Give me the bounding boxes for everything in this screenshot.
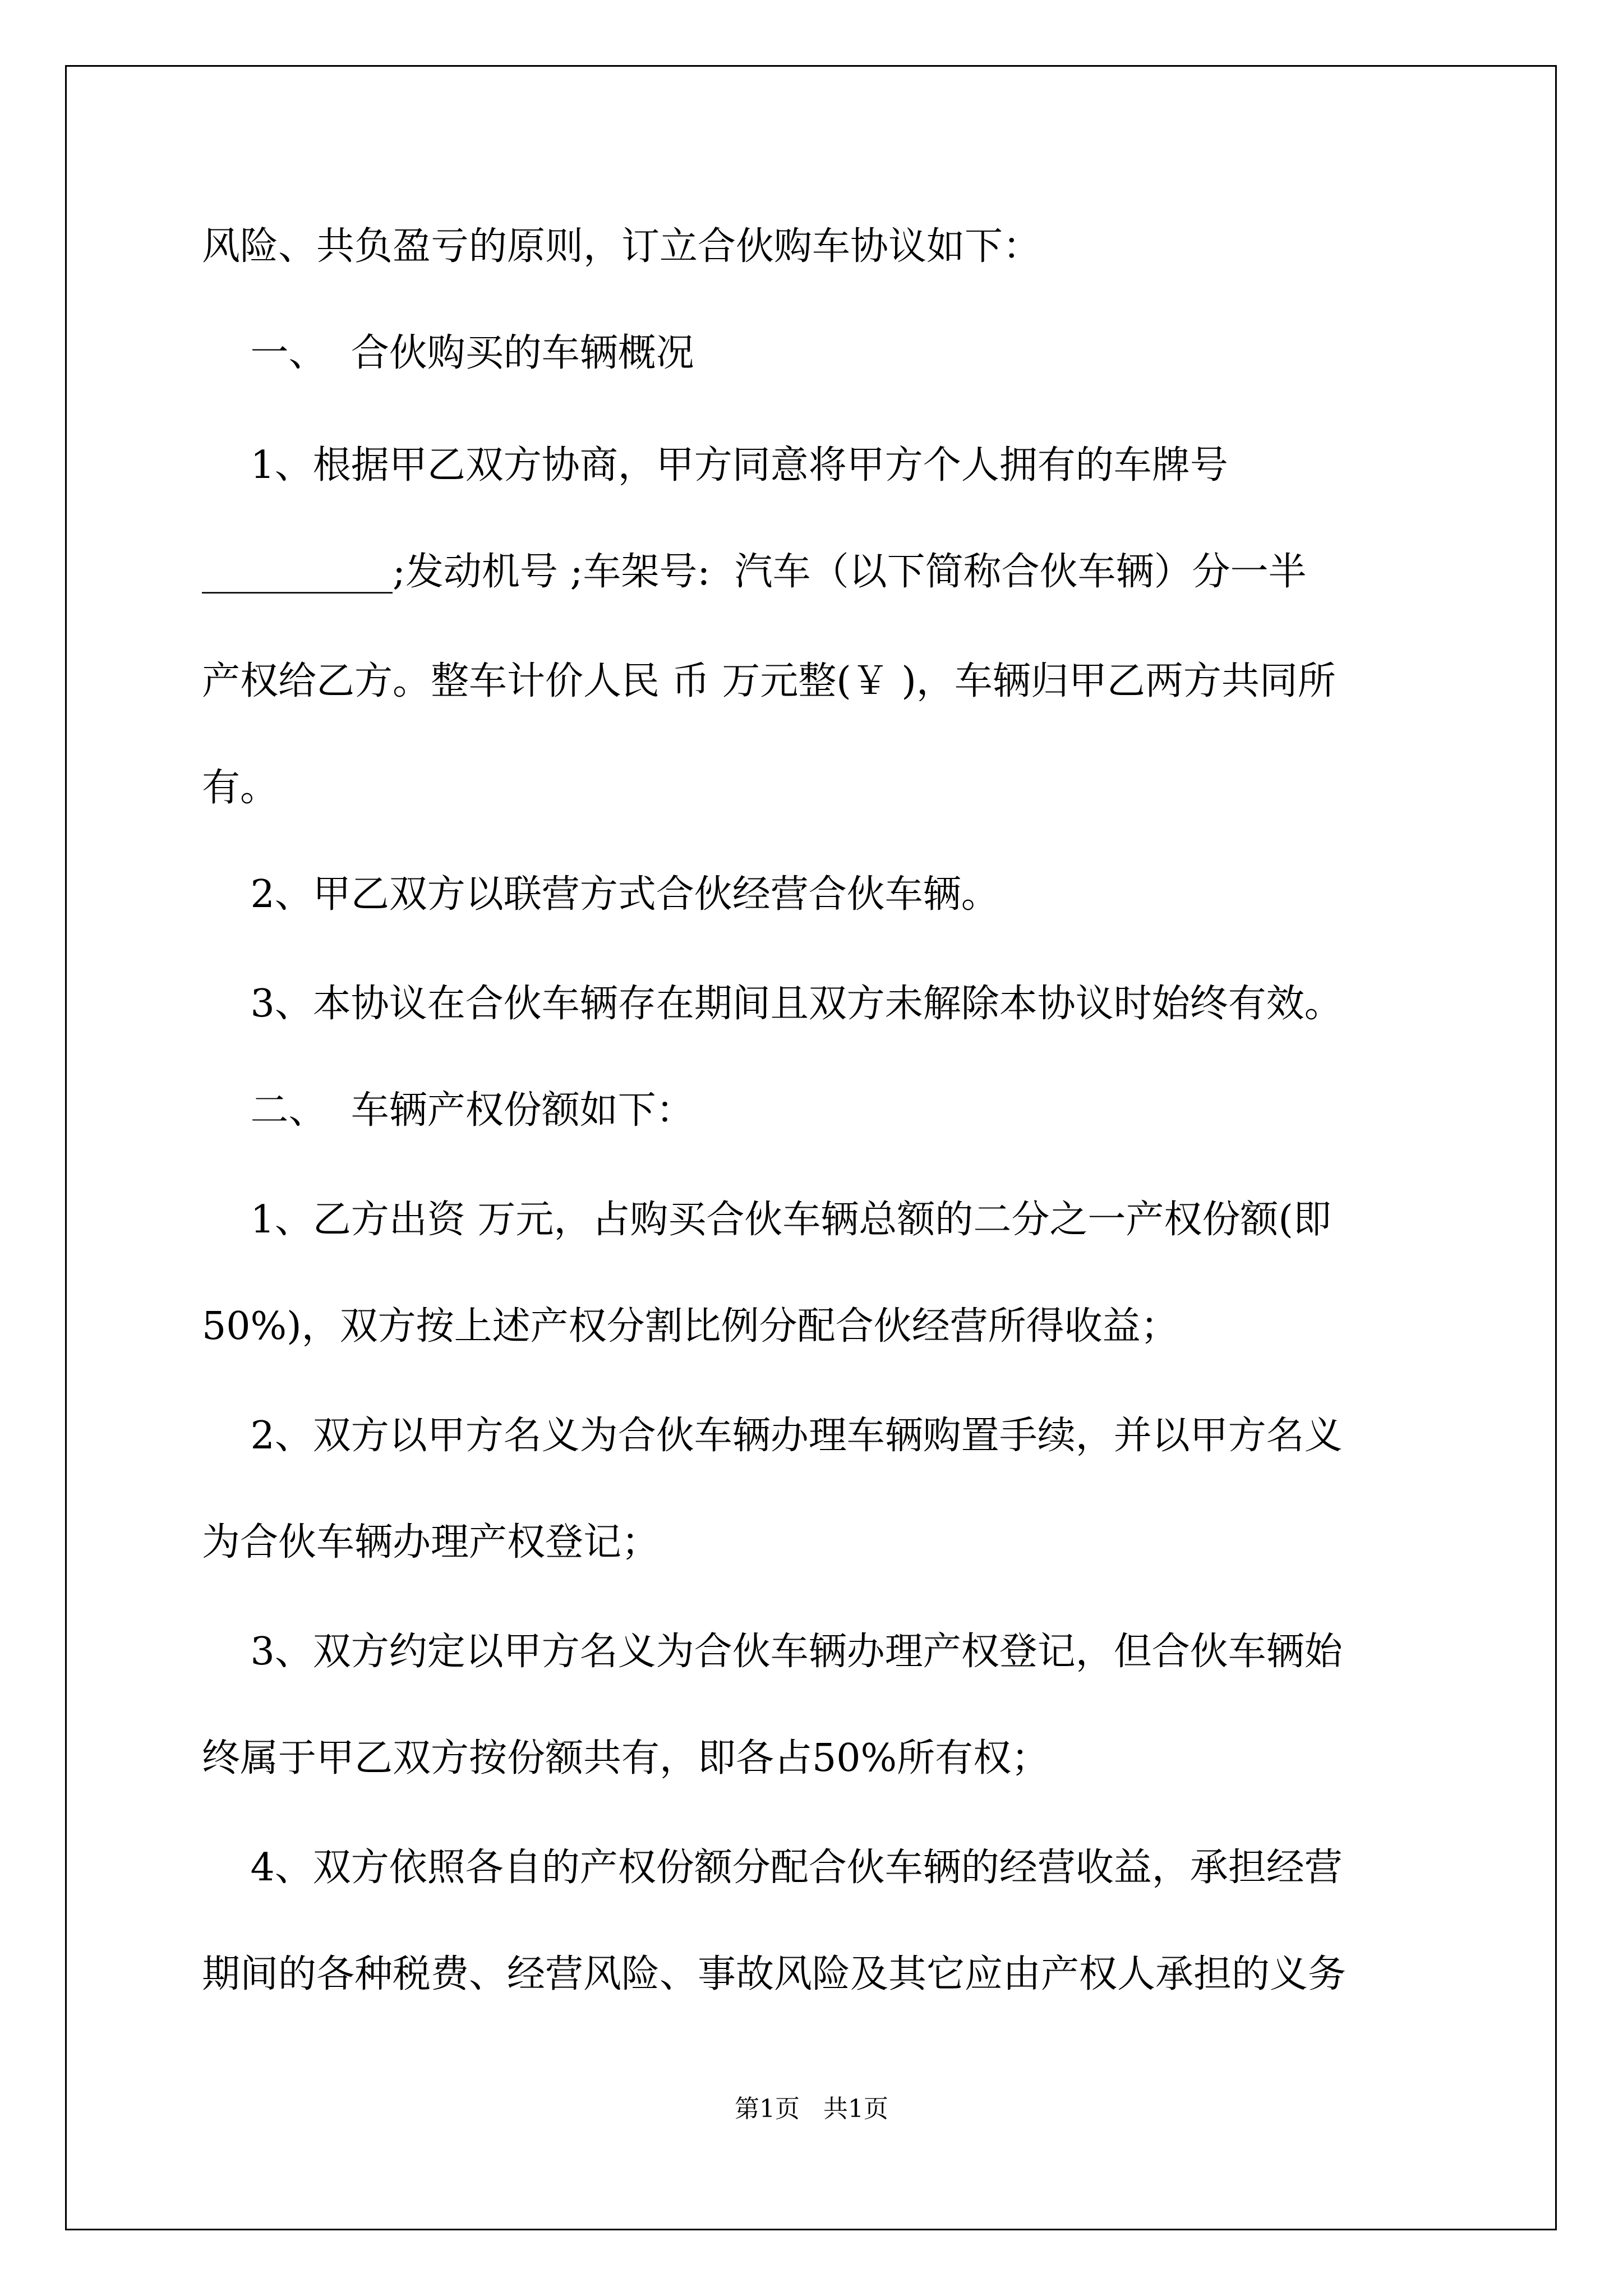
text-line-3: 1、根据甲乙双方协商，甲方同意将甲方个人拥有的车牌号 xyxy=(202,443,1228,487)
text-line-16: 4、双方依照各自的产权份额分配合伙车辆的经营收益，承担经营 xyxy=(202,1846,1343,1890)
text-line-8: 3、本协议在合伙车辆存在期间且双方未解除本协议时始终有效。 xyxy=(202,982,1343,1026)
section-heading-1: 一、 合伙购买的车辆概况 xyxy=(202,331,694,375)
text-line-14: 3、双方约定以甲方名义为合伙车辆办理产权登记，但合伙车辆始 xyxy=(202,1630,1343,1674)
page-border xyxy=(65,65,1557,2230)
text-line-1: 风险、共负盈亏的原则，订立合伙购车协议如下： xyxy=(202,224,1041,269)
text-line-4: __________;发动机号 ;车架号: 汽车（以下简称合伙车辆）分一半 xyxy=(202,550,1307,594)
text-line-6: 有。 xyxy=(202,766,279,810)
page-footer: 第1页 共1页 xyxy=(735,2095,888,2123)
text-line-10: 1、乙方出资 万元，占购买合伙车辆总额的二分之一产权份额(即 xyxy=(202,1198,1331,1242)
text-line-11: 50%)，双方按上述产权分割比例分配合伙经营所得收益； xyxy=(202,1304,1179,1349)
text-line-17: 期间的各种税费、经营风险、事故风险及其它应由产权人承担的义务 xyxy=(202,1952,1347,1996)
text-line-5: 产权给乙方。整车计价人民 币 万元整(￥ )，车辆归甲乙两方共同所 xyxy=(202,659,1336,703)
text-line-12: 2、双方以甲方名义为合伙车辆办理车辆购置手续，并以甲方名义 xyxy=(202,1414,1343,1458)
section-heading-2: 二、 车辆产权份额如下： xyxy=(202,1088,694,1133)
text-line-15: 终属于甲乙双方按份额共有，即各占50%所有权； xyxy=(202,1736,1050,1780)
text-line-7: 2、甲乙双方以联营方式合伙经营合伙车辆。 xyxy=(202,872,999,917)
text-line-13: 为合伙车辆办理产权登记； xyxy=(202,1520,660,1565)
